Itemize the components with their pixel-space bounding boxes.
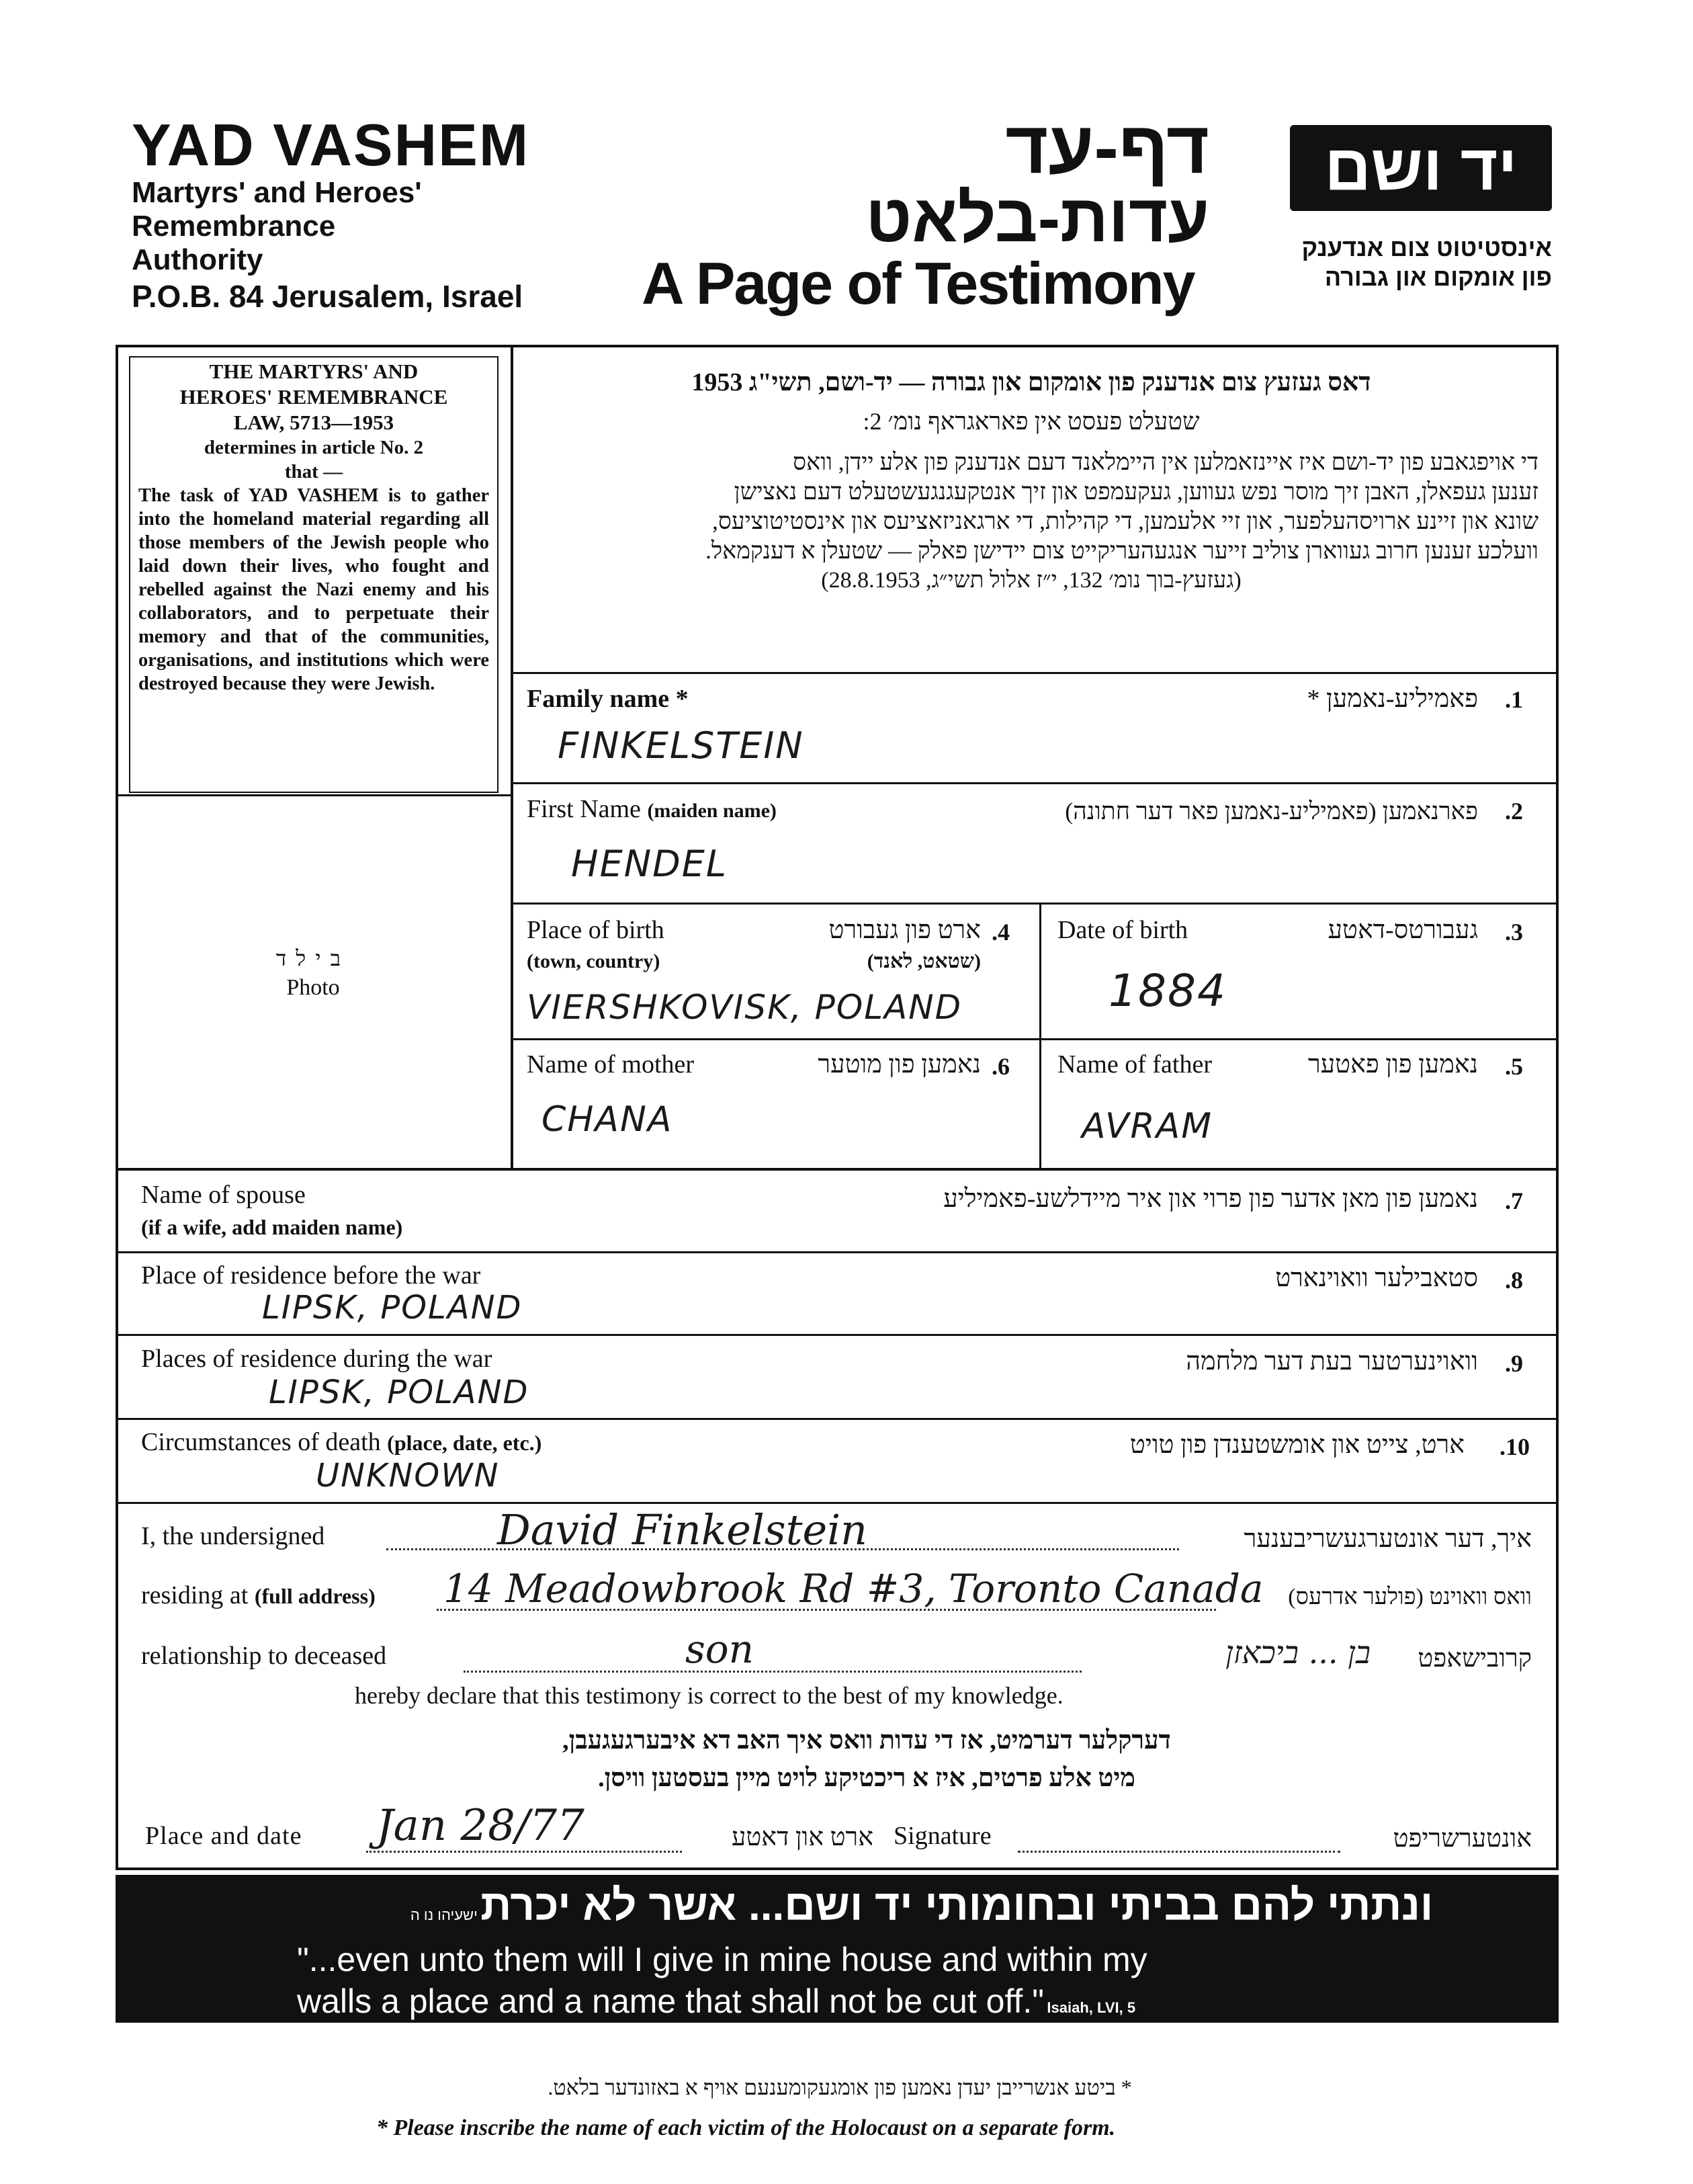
father-value[interactable]: AVRAM [1082,1106,1213,1146]
first-name-value[interactable]: HENDEL [571,843,728,885]
logo-caption-1: אינסטיטוט צום אנדענק [1301,234,1552,261]
spouse-label-yiddish: נאמען פון מאן אדער פון פרוי און איר מיידלשע-פאמיליע [943,1185,1478,1213]
org-address: P.O.B. 84 Jerusalem, Israel [132,279,523,314]
family-name-label-yiddish: פאמיליע-נאמען * [1307,685,1478,713]
logo-text: יד ושם [1324,132,1518,204]
logo-caption-2: פון אומקום און גבורה [1324,263,1552,291]
signature-label-yiddish: אונטערשריפט [1393,1824,1532,1853]
relation-label-yiddish: קרובישאפט [1418,1644,1532,1673]
place-date-label: Place and date [145,1822,302,1850]
death-label [141,1427,541,1457]
statement-yiddish-1: דערקלער דערמיט, אז די עדות וואס איך האב דא איבערגעגעבן, [562,1726,1171,1755]
page-title: A Page of Testimony [642,250,1195,317]
place-date-value[interactable]: Jan 28/77 [376,1801,584,1851]
death-label-yiddish: ארט, צייט און אומשטענדן פון טויט [1129,1431,1465,1459]
mother-label: Name of mother [527,1050,695,1079]
place-of-birth-sub-yiddish: (שטאט, לאנד) [867,950,981,972]
date-of-birth-value[interactable]: 1884 [1109,965,1227,1017]
law-heading-3: LAW, 5713—1953 [233,411,394,434]
mother-value[interactable]: CHANA [541,1099,673,1140]
date-of-birth-num: .3 [1505,919,1523,946]
banner-line-2-text: walls a place and a name that shall not be cut off." [297,1982,1044,2020]
place-of-birth-label: Place of birth [527,916,664,944]
yiddish-law-1: דאס געזעץ צום אנדענק פון אומקום און גבורה — יד-ושם, תשי"ג 1953 [691,368,1371,396]
org-sub1: Martyrs' and Heroes' [132,176,422,209]
org-sub3: Authority [132,243,263,276]
law-line-4: determines in article No. 2 [204,437,424,458]
banner-hebrew [337,1880,1506,1930]
residence-before-value[interactable]: LIPSK, POLAND [262,1289,523,1327]
photo-label-yiddish: בילד [275,946,351,970]
first-name-label-text: First Name [527,795,641,823]
spouse-sub: (if a wife, add maiden name) [141,1215,403,1239]
law-text [138,359,489,696]
mother-label-yiddish: נאמען פון מוטער [818,1050,981,1079]
yiddish-law-3: די אויפגאבע פון יד-ושם איז איינזאמלען אין היימלאנד דעם אנדענק פון אלע יידן, וואס [793,449,1538,475]
first-name-label-paren: (maiden name) [647,800,777,822]
residence-before-label-yiddish: סטאבילער וואוינארט [1275,1264,1478,1292]
banner-hebrew-ref: ישעיהו נו ה [410,1906,478,1923]
banner-ref: Isaiah, LVI, 5 [1047,1999,1136,2016]
place-date-label-yiddish: ארט און דאטע [731,1823,873,1851]
date-of-birth-label-yiddish: געבורטס-דאטע [1328,916,1478,944]
law-heading-2: HEROES' REMEMBRANCE [179,385,448,409]
yiddish-title-2: עדות-בלאט [865,181,1209,256]
banner-hebrew-text: ונתתי להם בביתי ובחומותי יד ושם... אשר לא יכרת [480,1881,1434,1929]
undersigned-value[interactable]: David Finkelstein [497,1505,867,1554]
death-value[interactable]: UNKNOWN [316,1457,500,1495]
footnote-english-text: Please inscribe the name of each victim of the Holocaust on a separate form. [393,2115,1116,2140]
first-name-num: .2 [1505,798,1523,825]
logo [1290,125,1552,211]
first-name-label [527,794,777,824]
spouse-num: .7 [1505,1187,1523,1214]
org-sub2: Remembrance [132,210,336,243]
signature-label: Signature [894,1822,992,1850]
footnote-yiddish [403,2075,1276,2100]
footnote-star: * [376,2115,394,2140]
residence-before-num: .8 [1505,1267,1523,1294]
father-num: .5 [1505,1053,1523,1080]
statement-yiddish-2: מיט אלע פרטים, איז א ריכטיקע לויט מיין בעסטען וויסן. [598,1764,1135,1792]
death-num: .10 [1500,1433,1530,1460]
death-label-paren: (place, date, etc.) [387,1431,542,1455]
first-name-label-yiddish: פארנאמען (פאמיליע-נאמען פאר דער חתונה) [1065,798,1478,825]
family-name-value[interactable]: FINKELSTEIN [558,724,804,767]
relation-label: relationship to deceased [141,1642,387,1670]
death-label-text: Circumstances of death [141,1428,381,1456]
address-label-yiddish: וואס וואוינט (פולער אדרעס) [1288,1585,1532,1609]
yiddish-law-5: שונא און זיינע ארויסהעלפער, און זיי אלעמען, די קהילות, די ארגאניזאציעס און אינסטיטוציעס, [712,508,1538,534]
law-line-5: that — [284,461,343,482]
footnote-star-yi: * [1115,2075,1132,2099]
banner-line-1: "...even unto them will I give in mine house and within my [297,1941,1147,1978]
undersigned-label-yiddish: איך, דער אונטערגעשריבענער [1244,1525,1532,1553]
family-name-num: .1 [1505,686,1523,713]
residence-during-value[interactable]: LIPSK, POLAND [269,1374,529,1411]
yiddish-law-2: שטעלט פעסט אין פאראגראף נומ׳ 2: [863,408,1200,435]
org-name: YAD VASHEM [132,112,530,178]
org-block [132,114,602,316]
relation-value[interactable]: son [685,1626,754,1672]
place-of-birth-value[interactable]: VIERSHKOVISK, POLAND [527,988,963,1027]
address-label-paren: (full address) [254,1584,376,1608]
undersigned-label: I, the undersigned [141,1522,325,1550]
photo-label: Photo [286,975,340,1000]
address-label-text: residing at [141,1581,249,1609]
photo-box [121,800,505,1168]
relation-value-yiddish[interactable]: בן ... ביכאזן [1225,1634,1371,1671]
mother-num: .6 [992,1053,1010,1080]
residence-during-label-yiddish: וואוינערטער בעת דער מלחמה [1186,1347,1478,1376]
father-label: Name of father [1057,1050,1212,1079]
residence-during-num: .9 [1505,1350,1523,1377]
family-name-label: Family name * [527,685,689,713]
law-body: The task of YAD VASHEM is to gather into the homeland material regarding all those members of the Jewish people who laid down their lives, who fought and rebelled against the Nazi enemy and his collaborators, and to perpetuate their memory and that of the communities, organisations, and institutions which were destroyed because they were Jewish. [138,485,489,694]
footnote-english [376,2115,1115,2141]
quote-banner [116,1875,1559,2023]
spouse-label: Name of spouse [141,1181,306,1209]
yiddish-law-4: זענען געפאלן, האבן זיך מוסר נפש געווען, געקעמפט און זיך אנטקעגנגעשטעלט דעם נאצישן [734,478,1538,505]
yiddish-law-6: וועלכע זענען חרוב געווארן צוליב זייער אנגעהעריקייט צום יידישן פאלק — שטעלן א דענקמאל. [705,538,1538,564]
yiddish-title-1: דף-עד [1005,106,1209,189]
address-label [141,1581,376,1610]
yiddish-law-7: (געזעץ-בוך נומ׳ 132, י״ז אלול תשי״ג, 28.8.1953) [821,568,1242,593]
yiddish-law [524,363,1538,595]
statement: hereby declare that this testimony is correct to the best of my knowledge. [355,1682,1063,1709]
residence-before-label: Place of residence before the war [141,1261,481,1290]
place-of-birth-sub: (town, country) [527,950,660,972]
date-of-birth-label: Date of birth [1057,916,1188,944]
banner-line-2 [297,1981,1506,2030]
place-of-birth-num: .4 [992,919,1010,946]
law-heading-1: THE MARTYRS' AND [209,360,419,383]
place-of-birth-label-yiddish: ארט פון געבורט [828,916,981,944]
address-value[interactable]: 14 Meadowbrook Rd #3, Toronto Canada [443,1566,1264,1611]
father-label-yiddish: נאמען פון פאטער [1307,1050,1478,1079]
footnote-yiddish-text: ביטע אנשרייבן יעדן נאמען פון אומגעקומענעם אויף א באזונדער בלאט. [548,2075,1116,2099]
residence-during-label: Places of residence during the war [141,1345,492,1373]
